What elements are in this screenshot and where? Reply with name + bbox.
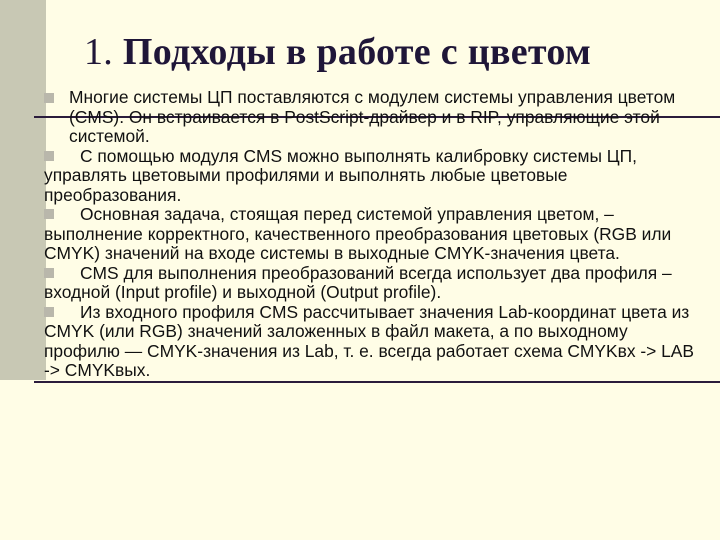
bullet-text: Многие системы ЦП поставляются с модулем системы управления цветом (CMS). Он встраивается в PostScript-драйвер и в RIP, управляющие этой системой.	[69, 87, 676, 146]
bullet-item	[44, 205, 704, 264]
title-text: Подходы в работе с цветом	[122, 31, 592, 73]
square-bullet-icon	[44, 307, 54, 317]
slide-title	[84, 30, 591, 74]
bullet-text: С помощью модуля CMS можно выполнять калибровку системы ЦП, управлять цветовыми профилями и выполнять любые цветовые преобразования.	[44, 145, 638, 205]
bullet-text: CMS для выполнения преобразований всегда использует два профиля – входной (Input profile) и выходной (Output profile).	[44, 262, 672, 302]
decorative-side-bar	[0, 0, 46, 380]
bullet-text: Основная задача, стоящая перед системой управления цветом, – выполнение корректного, качественного преобразования цветовых (RGB или CMYK) значений на входе системы в выходные CMYK-значения цвета.	[44, 204, 672, 263]
bullet-text: Из входного профиля CMS рассчитывает значения Lab-координат цвета из CMYK (или RGB) значений заложенных в файл макета, а по выходному профилю — CMYK-значения из Lab, т. е. всегда работает схема CMYKвх -> LAB -> CMYKвых.	[44, 301, 694, 380]
slide-body	[44, 88, 704, 381]
bullet-item	[44, 264, 704, 303]
divider-line-bottom	[34, 381, 720, 383]
square-bullet-icon	[44, 209, 54, 219]
bullet-item	[44, 147, 704, 206]
bullet-item	[44, 88, 704, 147]
square-bullet-icon	[44, 93, 54, 103]
square-bullet-icon	[44, 151, 54, 161]
bullet-item	[44, 303, 704, 381]
title-number: 1.	[84, 31, 114, 73]
square-bullet-icon	[44, 268, 54, 278]
